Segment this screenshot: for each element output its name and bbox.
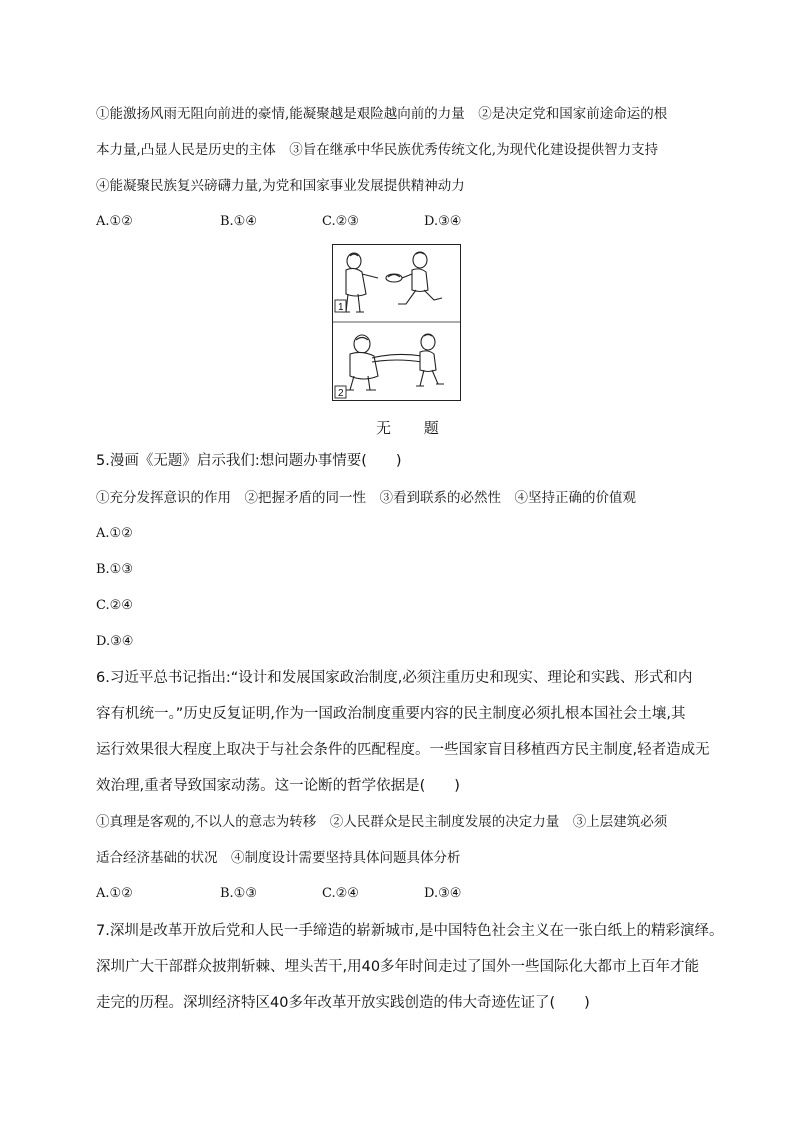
q5-stem: 5.漫画《无题》启示我们:想问题办事情要( ): [96, 453, 402, 469]
q6-stem-line-2: 容有机统一。”历史反复证明,作为一国政治制度重要内容的民主制度必须扎根本国社会土壤,其: [96, 706, 686, 722]
q5-option-c[interactable]: C.②④: [96, 598, 133, 613]
comic-panel-2-label: 2: [338, 388, 344, 399]
comic-panel-1-label: 1: [338, 302, 344, 313]
q6-option-b[interactable]: B.①③: [220, 886, 257, 901]
q6-option-d[interactable]: D.③④: [424, 886, 462, 901]
q4-option-c[interactable]: C.②③: [322, 214, 359, 229]
q5-option-a[interactable]: A.①②: [96, 526, 133, 541]
q4-option-b[interactable]: B.①④: [220, 214, 257, 229]
q5-option-b[interactable]: B.①③: [96, 562, 133, 577]
q6-items-line-2: 适合经济基础的状况 ④制度设计需要坚持具体问题具体分析: [96, 850, 461, 866]
q5-option-d[interactable]: D.③④: [96, 634, 134, 649]
comic-illustration: [332, 244, 461, 401]
q7-stem-line-3: 走完的历程。深圳经济特区40多年改革开放实践创造的伟大奇迹佐证了( ): [96, 995, 590, 1011]
q6-stem-line-4: 效治理,重者导致国家动荡。这一论断的哲学依据是( ): [96, 778, 460, 794]
q6-items-line-1: ①真理是客观的,不以人的意志为转移 ②人民群众是民主制度发展的决定力量 ③上层建筑必须: [96, 814, 668, 830]
q6-option-a[interactable]: A.①②: [96, 886, 133, 901]
q4-item-line-3: ④能凝聚民族复兴磅礴力量,为党和国家事业发展提供精神动力: [96, 178, 465, 194]
q6-stem-line-1: 6.习近平总书记指出:“设计和发展国家政治制度,必须注重历史和现实、理论和实践、形式和内: [96, 670, 693, 686]
q6-stem-line-3: 运行效果很大程度上取决于与社会条件的匹配程度。一些国家盲目移植西方民主制度,轻者造成无: [96, 742, 710, 758]
q4-item-line-2: 本力量,凸显人民是历史的主体 ③旨在继承中华民族优秀传统文化,为现代化建设提供智力支持: [96, 142, 659, 158]
q6-option-c[interactable]: C.②④: [322, 886, 359, 901]
comic-caption: 无 题: [376, 419, 453, 437]
q5-items: ①充分发挥意识的作用 ②把握矛盾的同一性 ③看到联系的必然性 ④坚持正确的价值观: [96, 490, 636, 506]
q4-option-a[interactable]: A.①②: [96, 214, 133, 229]
q4-item-line-1: ①能激扬风雨无阻向前进的豪情,能凝聚越是艰险越向前的力量 ②是决定党和国家前途命运的根: [96, 106, 668, 122]
q7-stem-line-2: 深圳广大干部群众披荆斩棘、埋头苦干,用40多年时间走过了国外一些国际化大都市上百年才能: [96, 959, 700, 975]
q4-option-d[interactable]: D.③④: [424, 214, 462, 229]
q7-stem-line-1: 7.深圳是改革开放后党和人民一手缔造的崭新城市,是中国特色社会主义在一张白纸上的精彩演绎。: [96, 923, 724, 939]
